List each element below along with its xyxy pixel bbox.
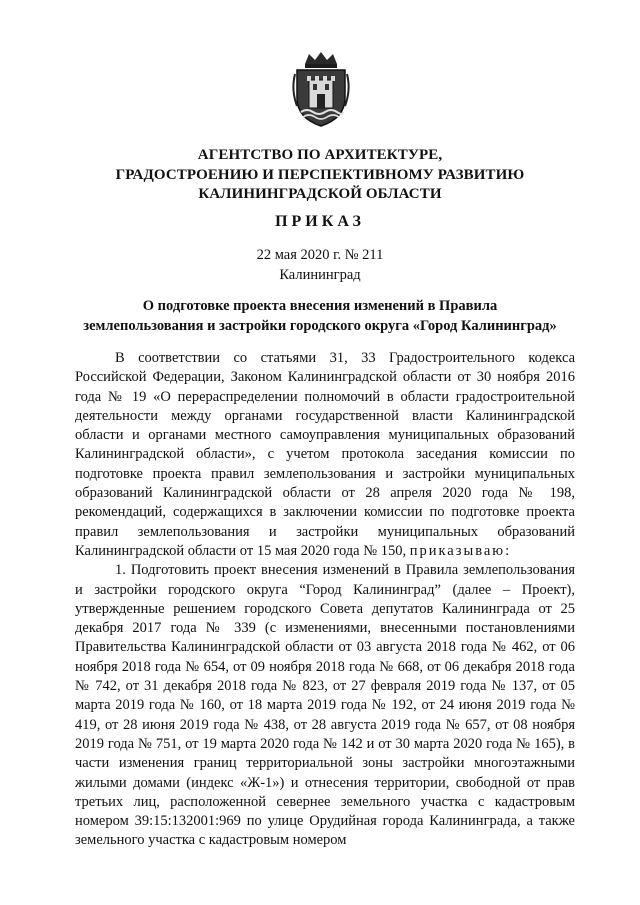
agency-line-1: АГЕНТСТВО ПО АРХИТЕКТУРЕ, — [197, 147, 443, 163]
order-command: приказываю: — [409, 542, 512, 559]
document-body — [75, 349, 575, 851]
coat-of-arms-icon — [289, 50, 353, 128]
date-and-number: 22 мая 2020 г. № 211 — [256, 247, 384, 263]
subject-line-1: О подготовке проекта внесения изменений в Правила — [142, 298, 498, 314]
preamble-text: В соответствии со статьями 31, 33 Градостроительного кодекса Российской Федерации, Законом Калининградской области от 30 ноября 2016 года № 19 «О перераспределении полномочий в области градостроительной деятельности между органами государственной власти Калининградской области и органами местного самоуправления муниципальных образований Калининградской области», с учетом протокола заседания комиссии по подготовке проекта правил землепользования и застройки муниципальных образований Калининградской области от 28 апреля 2020 года № 198, рекомендаций, содержащихся в заключении комиссии по подготовке проекта правил землепользования и застройки муниципальных образований Калининградской области от 15 мая 2020 года № 150, — [75, 350, 575, 559]
document-meta — [60, 246, 580, 285]
document-type-title: ПРИКАЗ — [275, 213, 365, 230]
order-subject — [60, 297, 580, 336]
preamble-paragraph — [75, 349, 575, 561]
item-1-paragraph: 1. Подготовить проект внесения изменений в Правила землепользования и застройки городского округа “Город Калининград” (далее – Проект), утвержденные решением городского Совета депутатов Калининграда от 25 декабря 2017 года № 339 (с изменениями, внесенными постановлениями Правительства Калининградской области от 03 августа 2018 года № 462, от 06 ноября 2018 года № 654, от 09 ноября 2018 года № 668, от 06 декабря 2018 года № 742, от 31 декабря 2018 года № 823, от 27 февраля 2019 года № 137, от 05 марта 2019 года № 160, от 18 марта 2019 года № 192, от 24 июня 2019 года № 419, от 28 июня 2019 года № 438, от 28 августа 2019 года № 657, от 08 ноября 2019 года № 751, от 19 марта 2020 года № 142 и от 30 марта 2020 года № 165), в части изменения границ территориальной зоны застройки многоэтажными жилыми домами (индекс «Ж-1») и отнесения территории, свободной от прав третьих лиц, расположенной севернее земельного участка с кадастровым номером 39:15:132001:969 по улице Орудийная города Калининграда, а также земельного участка с кадастровым номером — [75, 562, 575, 849]
subject-line-2: землепользования и застройки городского округа «Город Калининград» — [83, 317, 557, 334]
agency-line-2: ГРАДОСТРОЕНИЮ И ПЕРСПЕКТИВНОМУ РАЗВИТИЮ — [115, 166, 525, 183]
city: Калининград — [279, 266, 361, 283]
agency-line-3: КАЛИНИНГРАДСКОЙ ОБЛАСТИ — [198, 186, 442, 202]
agency-name — [60, 146, 580, 205]
